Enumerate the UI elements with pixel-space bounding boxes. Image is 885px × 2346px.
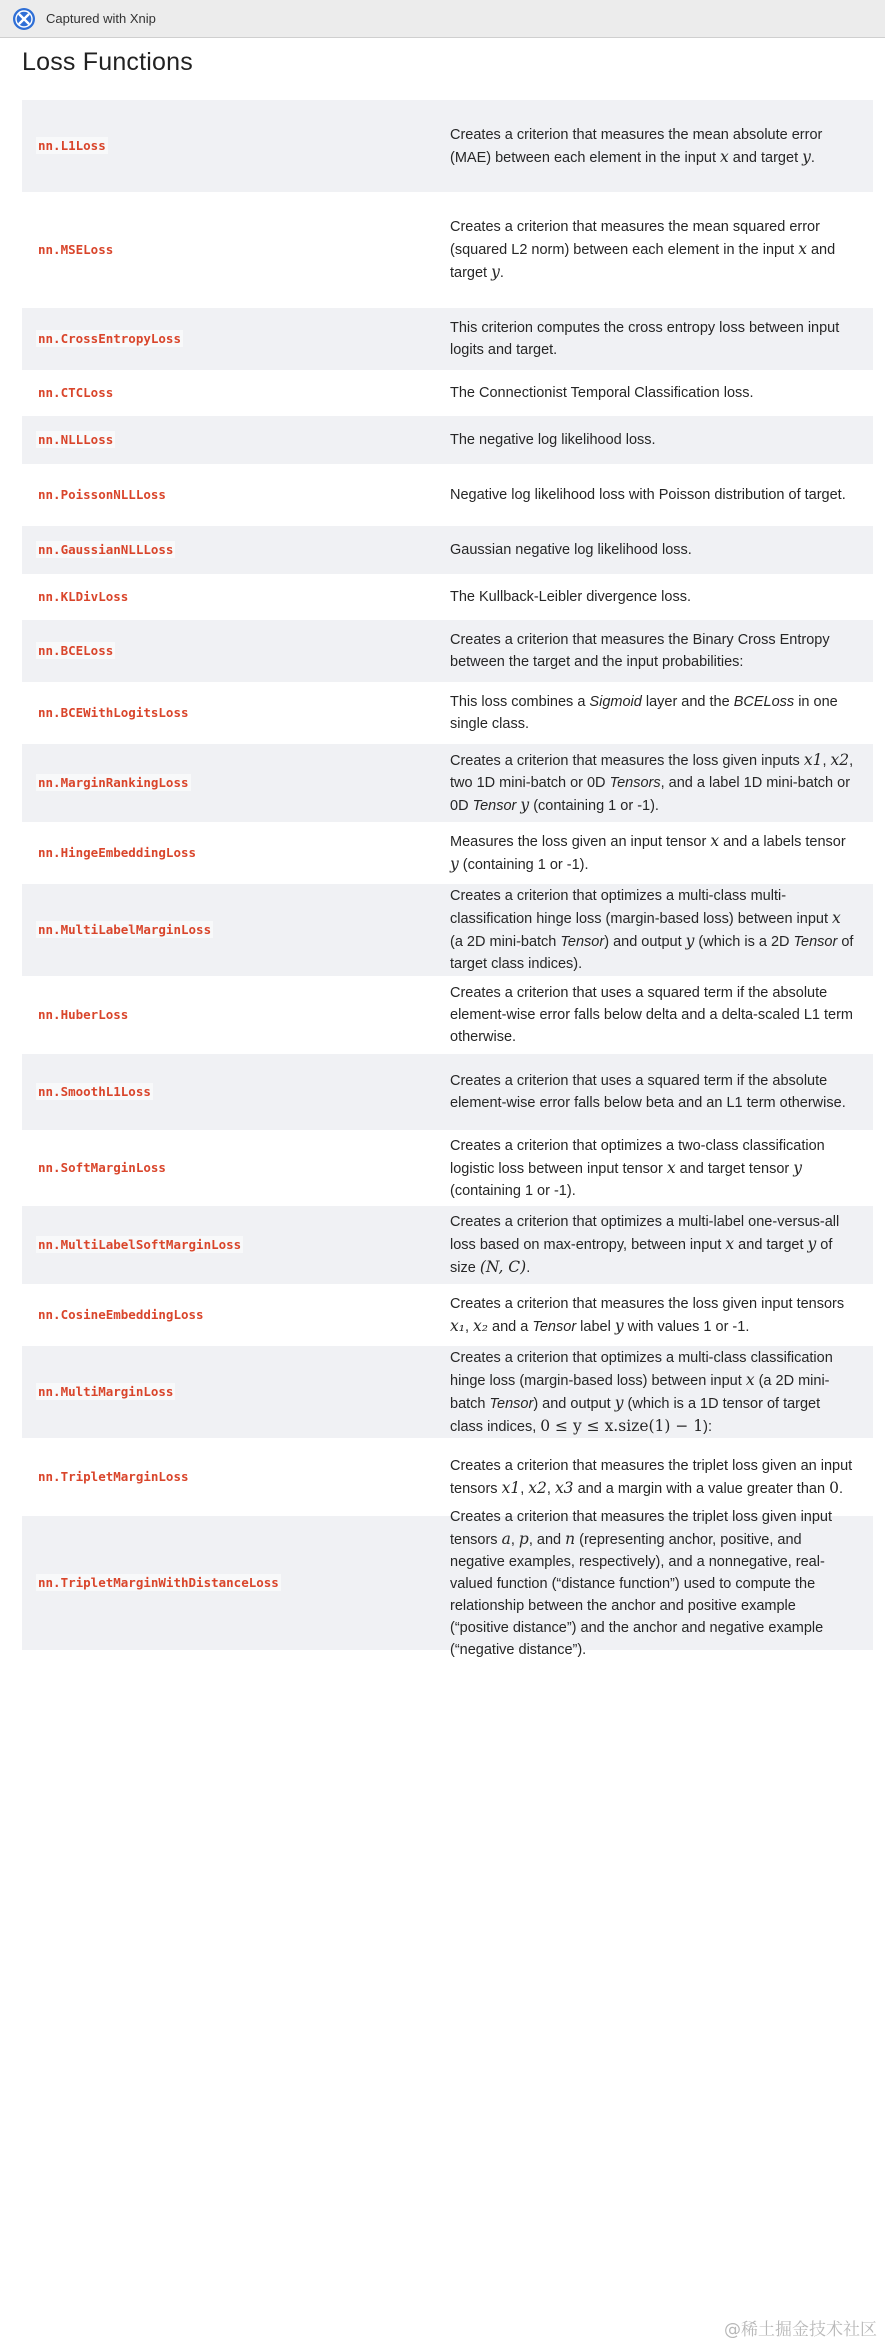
math-symbol: x — [710, 832, 720, 850]
loss-name-cell — [22, 1468, 450, 1486]
math-symbol: x — [745, 1370, 755, 1389]
loss-description: Creates a criterion that measures the mean squared error (squared L2 norm) between each element in the input x and target y. — [450, 219, 836, 281]
loss-name-link[interactable]: nn.MultiMarginLoss — [38, 1384, 174, 1399]
table-row — [22, 1284, 873, 1346]
table-row — [22, 1130, 873, 1206]
loss-name-cell — [22, 541, 450, 559]
loss-description: Creates a criterion that measures the triplet loss given input tensors a, p, and n (representing anchor, positive, and negative examples, respectively), and a nonnegative, real-valued function (“distance function”) used to compute the relationship between the anchor and positive example (“positive distance”) and the anchor and negative example (“negative distance”). — [450, 1508, 833, 1658]
loss-name-cell — [22, 774, 450, 792]
loss-name-cell — [22, 844, 450, 862]
table-row — [22, 744, 873, 822]
table-row — [22, 464, 873, 526]
table-row — [22, 822, 873, 884]
math-symbol: p — [518, 1529, 529, 1548]
loss-name-link[interactable]: nn.L1Loss — [38, 138, 106, 153]
math-symbol: x — [725, 1235, 735, 1253]
loss-description: The Kullback-Leibler divergence loss. — [450, 589, 691, 605]
emphasis-text: Tensor — [489, 1395, 534, 1412]
loss-name-cell — [22, 431, 450, 449]
loss-name-link[interactable]: nn.BCEWithLogitsLoss — [38, 705, 189, 720]
loss-description: Creates a criterion that uses a squared term if the absolute element-wise error falls below delta and a delta-scaled L1 term otherwise. — [450, 985, 853, 1045]
loss-description: Creates a criterion that optimizes a two-class classification logistic loss between input tensor x and target tensor y (containing 1 or -1). — [450, 1137, 825, 1199]
loss-name-cell — [22, 330, 450, 348]
xnip-logo-icon — [12, 7, 36, 31]
math-symbol: y — [807, 1235, 817, 1253]
loss-name-cell — [22, 1159, 450, 1177]
loss-name-link[interactable]: nn.SoftMarginLoss — [38, 1160, 166, 1175]
loss-name-link[interactable]: nn.TripletMarginLoss — [38, 1469, 189, 1484]
math-symbol: x₂ — [473, 1316, 488, 1335]
emphasis-text: Tensor — [472, 798, 517, 814]
table-row — [22, 682, 873, 744]
loss-name-cell — [22, 1383, 450, 1401]
loss-name-link[interactable]: nn.MarginRankingLoss — [38, 775, 189, 790]
math-symbol: a — [501, 1529, 511, 1548]
table-row — [22, 100, 873, 192]
loss-description: The negative log likelihood loss. — [450, 432, 656, 448]
loss-name-cell — [22, 1306, 450, 1324]
table-row — [22, 884, 873, 976]
emphasis-text: Tensors — [609, 775, 661, 791]
math-symbol: x — [798, 240, 807, 258]
loss-description: Gaussian negative log likelihood loss. — [450, 542, 692, 558]
loss-name-link[interactable]: nn.KLDivLoss — [38, 589, 129, 604]
loss-name-link[interactable]: nn.BCELoss — [38, 643, 114, 658]
loss-name-link[interactable]: nn.HuberLoss — [38, 1007, 129, 1022]
loss-name-cell — [22, 588, 450, 606]
table-row — [22, 308, 873, 370]
math-symbol: y — [614, 1316, 624, 1335]
table-row — [22, 620, 873, 682]
math-symbol: y — [491, 263, 500, 281]
loss-name-cell — [22, 1006, 450, 1024]
table-row — [22, 976, 873, 1054]
loss-name-link[interactable]: nn.GaussianNLLLoss — [38, 542, 174, 557]
loss-description: This loss combines a Sigmoid layer and the BCELoss in one single class. — [450, 694, 838, 732]
loss-description: Creates a criterion that uses a squared term if the absolute element-wise error falls below beta and an L1 term otherwise. — [450, 1073, 846, 1111]
loss-description: Creates a criterion that optimizes a multi-class multi-classification hinge loss (margin-based loss) between input x (a 2D mini-batch Tensor) and output y (which is a 2D Tensor of target class indices). — [450, 888, 854, 972]
math-symbol: x — [666, 1158, 676, 1177]
loss-name-link[interactable]: nn.SmoothL1Loss — [38, 1084, 151, 1099]
loss-name-link[interactable]: nn.NLLLoss — [38, 432, 114, 447]
loss-name-link[interactable]: nn.TripletMarginWithDistanceLoss — [38, 1575, 279, 1590]
loss-description: Creates a criterion that measures the triplet loss given an input tensors x1, x2, x3 and a margin with a value greater than 0. — [450, 1457, 853, 1497]
table-row — [22, 1346, 873, 1438]
loss-name-link[interactable]: nn.CTCLoss — [38, 385, 114, 400]
loss-name-cell — [22, 486, 450, 504]
table-row — [22, 370, 873, 416]
table-row — [22, 1508, 873, 1658]
loss-description: Creates a criterion that measures the Binary Cross Entropy between the target and the input probabilities: — [450, 632, 830, 670]
loss-name-cell — [22, 137, 450, 155]
watermark: @稀土掘金技术社区 — [724, 2320, 877, 2340]
table-row — [22, 1438, 873, 1516]
emphasis-text: Tensor — [560, 934, 605, 950]
loss-description: Measures the loss given an input tensor x and a labels tensor y (containing 1 or -1). — [450, 832, 846, 873]
loss-description: Creates a criterion that measures the loss given input tensors x₁, x₂ and a Tensor label y with values 1 or -1. — [450, 1295, 845, 1335]
table-row — [22, 1054, 873, 1130]
math-expression: 0 ≤ y ≤ x.size(1) − 1 — [540, 1416, 704, 1435]
loss-name-cell — [22, 384, 450, 402]
math-symbol: x2 — [528, 1478, 547, 1497]
loss-description: Creates a criterion that measures the loss given inputs x1, x2, two 1D mini-batch or 0D Tensors, and a label 1D mini-batch or 0D Tensor y (containing 1 or -1). — [450, 751, 854, 814]
loss-name-cell — [22, 704, 450, 722]
emphasis-text: BCELoss — [733, 694, 795, 710]
loss-name-cell — [22, 1083, 450, 1101]
math-symbol: x — [720, 147, 729, 166]
loss-description: This criterion computes the cross entropy loss between input logits and target. — [450, 320, 840, 358]
math-symbol: (N, C) — [479, 1258, 527, 1276]
table-row — [22, 1206, 873, 1284]
math-symbol: x1 — [803, 751, 823, 769]
loss-name-link[interactable]: nn.HingeEmbeddingLoss — [38, 845, 197, 860]
loss-description: Creates a criterion that optimizes a multi-label one-versus-all loss based on max-entropy, between input x and target y of size (N, C). — [450, 1214, 840, 1276]
loss-name-cell — [22, 1236, 450, 1254]
loss-name-cell — [22, 642, 450, 660]
loss-name-link[interactable]: nn.PoissonNLLLoss — [38, 487, 166, 502]
math-symbol: n — [565, 1529, 576, 1548]
table-row — [22, 416, 873, 464]
loss-description: The Connectionist Temporal Classification loss. — [450, 385, 754, 401]
math-symbol: y — [614, 1393, 624, 1412]
math-expression: 0 — [829, 1478, 839, 1497]
math-symbol: x — [832, 909, 841, 927]
window-titlebar — [0, 0, 885, 38]
loss-description: Negative log likelihood loss with Poisson distribution of target. — [450, 487, 846, 503]
emphasis-text: Sigmoid — [589, 694, 642, 710]
math-symbol: x2 — [830, 751, 850, 769]
emphasis-text: Tensor — [532, 1318, 577, 1335]
math-symbol: y — [520, 796, 530, 814]
loss-name-cell — [22, 921, 450, 939]
table-row — [22, 574, 873, 620]
emphasis-text: Tensor — [793, 934, 838, 950]
loss-name-link[interactable]: nn.MultiLabelMarginLoss — [38, 922, 212, 937]
math-symbol: x1 — [501, 1478, 521, 1497]
loss-name-cell — [22, 241, 450, 259]
math-symbol: y — [450, 855, 459, 873]
window-title: Captured with Xnip — [46, 11, 156, 26]
loss-name-link[interactable]: nn.MultiLabelSoftMarginLoss — [38, 1237, 242, 1252]
math-symbol: y — [802, 147, 811, 166]
loss-name-cell — [22, 1574, 450, 1592]
math-symbol: x3 — [554, 1478, 574, 1497]
loss-name-link[interactable]: nn.CrossEntropyLoss — [38, 331, 181, 346]
loss-description: Creates a criterion that measures the mean absolute error (MAE) between each element in the input x and target y. — [450, 126, 823, 166]
math-symbol: x₁ — [450, 1316, 465, 1335]
loss-name-link[interactable]: nn.CosineEmbeddingLoss — [38, 1307, 204, 1322]
table-row — [22, 526, 873, 574]
math-symbol: y — [793, 1158, 803, 1177]
page-title: Loss Functions — [22, 48, 193, 76]
loss-description: Creates a criterion that optimizes a multi-class classification hinge loss (margin-based loss) between input x (a 2D mini-batch Tensor) and output y (which is a 1D tensor of target class indices, 0 ≤ y ≤ x.size(1) − 1): — [450, 1349, 833, 1435]
loss-name-link[interactable]: nn.MSELoss — [38, 242, 114, 257]
table-row — [22, 192, 873, 308]
math-symbol: y — [685, 932, 695, 950]
